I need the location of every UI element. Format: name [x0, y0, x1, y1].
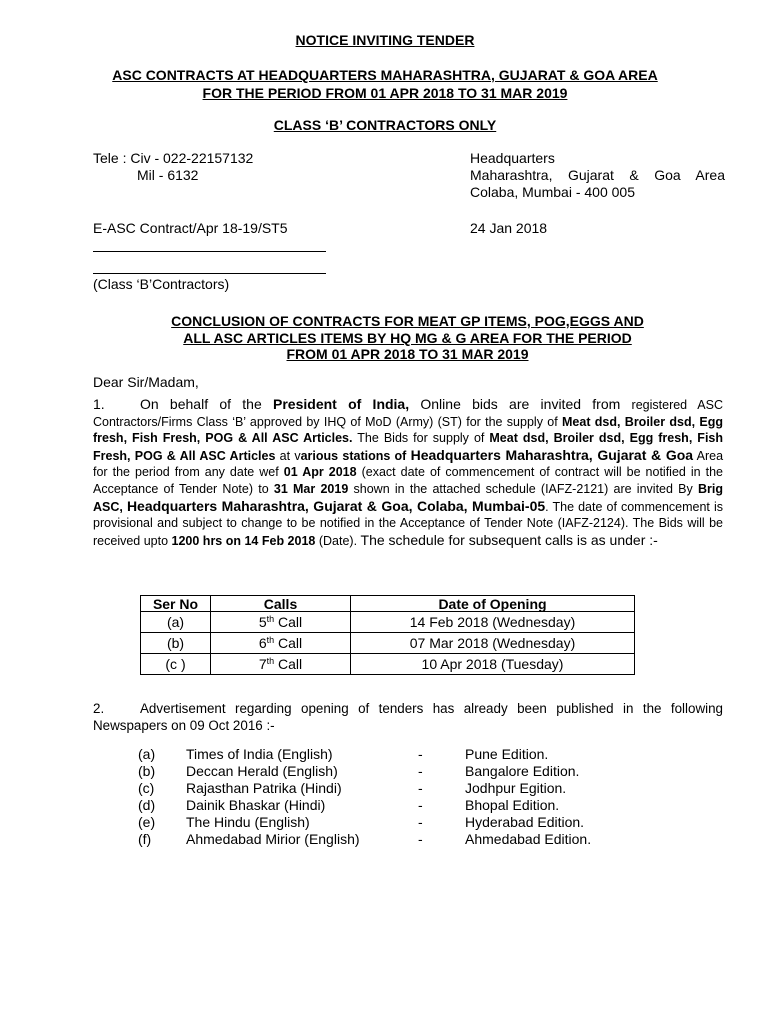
- addressee-blank-line: [93, 273, 326, 274]
- subject-heading: [0, 313, 770, 363]
- subject-line-3: FROM 01 APR 2018 TO 31 MAR 2019: [286, 346, 529, 362]
- ser-cell: (b): [141, 633, 211, 654]
- list-item: (a) Times of India (English) - Pune Edition.: [138, 746, 549, 762]
- class-heading: CLASS ‘B’ CONTRACTORS ONLY: [273, 117, 497, 133]
- paragraph-1: 1. On behalf of the President of India, Online bids are invited from registered ASC Contractors/Firms Class ‘B’ approved by IHQ of MoD (Army) (ST) for the supply of Meat dsd, Broiler dsd, Egg fresh, Fish Fresh, POG & All ASC Articles. The Bids for supply of Meat dsd, Broiler dsd, Egg fresh, Fish Fresh, POG & All ASC Articles at various stations of Headquarters Maharashtra, Gujarat & Goa Area for the period from any date wef 01 Apr 2018 (exact date of commencement of contract will be notified in the Acceptance of Tender Note) to 31 Mar 2019 shown in the attached schedule (IAFZ-2121) are invited By Brig ASC, Headquarters Maharashtra, Gujarat & Goa, Colaba, Mumbai-05. The date of commencement is provisional and subject to change to be notified in the Acceptance of Tender Note (IAFZ-2124). The Bids will be received upto 1200 hrs on 14 Feb 2018 (Date). The schedule for subsequent calls is as under :-: [93, 396, 724, 548]
- tele-mil: Mil - 6132: [137, 167, 199, 183]
- table-header-row: [141, 596, 635, 612]
- para-number: 1.: [93, 396, 105, 412]
- hq-line-2: Maharashtra, Gujarat & Goa Area: [470, 167, 725, 183]
- call-cell: 6th Call: [211, 633, 351, 654]
- reference-number: E-ASC Contract/Apr 18-19/ST5: [93, 220, 288, 236]
- schedule-table: [140, 595, 635, 675]
- list-item: (e) The Hindu (English) - Hyderabad Edition.: [138, 814, 585, 830]
- salutation: Dear Sir/Madam,: [93, 374, 199, 390]
- subtitle-line-1: ASC CONTRACTS AT HEADQUARTERS MAHARASHTRA, GUJARAT & GOA AREA: [112, 67, 658, 83]
- notice-subtitle: [0, 66, 770, 102]
- list-item: (b) Deccan Herald (English) - Bangalore Edition.: [138, 763, 580, 779]
- telephone-block: [93, 150, 253, 184]
- call-cell: 5th Call: [211, 612, 351, 633]
- subject-line-1: CONCLUSION OF CONTRACTS FOR MEAT GP ITEMS, POG,EGGS AND: [171, 313, 644, 329]
- addressee: (Class ‘B’Contractors): [93, 276, 230, 292]
- header-date-of-opening: Date of Opening: [351, 596, 635, 612]
- table-row: [141, 633, 635, 654]
- date-cell: 10 Apr 2018 (Tuesday): [351, 654, 635, 675]
- paragraph-2: 2. Advertisement regarding opening of tenders has already been published in the following Newspapers on 09 Oct 2016 :-: [93, 701, 723, 733]
- list-item: (f) Ahmedabad Mirior (English) - Ahmedabad Edition.: [138, 831, 592, 847]
- para-number: 2.: [93, 701, 105, 716]
- tele-civ: Tele : Civ - 022-22157132: [93, 150, 254, 166]
- subtitle-line-2: FOR THE PERIOD FROM 01 APR 2018 TO 31 MAR 2019: [202, 85, 568, 101]
- list-item: (c) Rajasthan Patrika (Hindi) - Jodhpur Egition.: [138, 780, 567, 796]
- hq-line-3: Colaba, Mumbai - 400 005: [470, 184, 635, 200]
- date-cell: 14 Feb 2018 (Wednesday): [351, 612, 635, 633]
- subject-line-2: ALL ASC ARTICLES ITEMS BY HQ MG & G AREA FOR THE PERIOD: [183, 329, 632, 346]
- ser-cell: (c ): [141, 654, 211, 675]
- headquarters-address: [470, 150, 725, 201]
- date-cell: 07 Mar 2018 (Wednesday): [351, 633, 635, 654]
- call-cell: 7th Call: [211, 654, 351, 675]
- table-row: [141, 654, 635, 675]
- header-calls: Calls: [211, 596, 351, 612]
- header-ser-no: Ser No: [141, 596, 211, 612]
- table-row: [141, 612, 635, 633]
- list-item: (d) Dainik Bhaskar (Hindi) - Bhopal Edition.: [138, 797, 560, 813]
- ser-cell: (a): [141, 612, 211, 633]
- notice-title: NOTICE INVITING TENDER: [295, 32, 475, 48]
- addressee-blank-line: [93, 251, 326, 252]
- letter-date: 24 Jan 2018: [470, 220, 548, 236]
- hq-line-1: Headquarters: [470, 150, 555, 166]
- newspaper-list: [138, 746, 638, 848]
